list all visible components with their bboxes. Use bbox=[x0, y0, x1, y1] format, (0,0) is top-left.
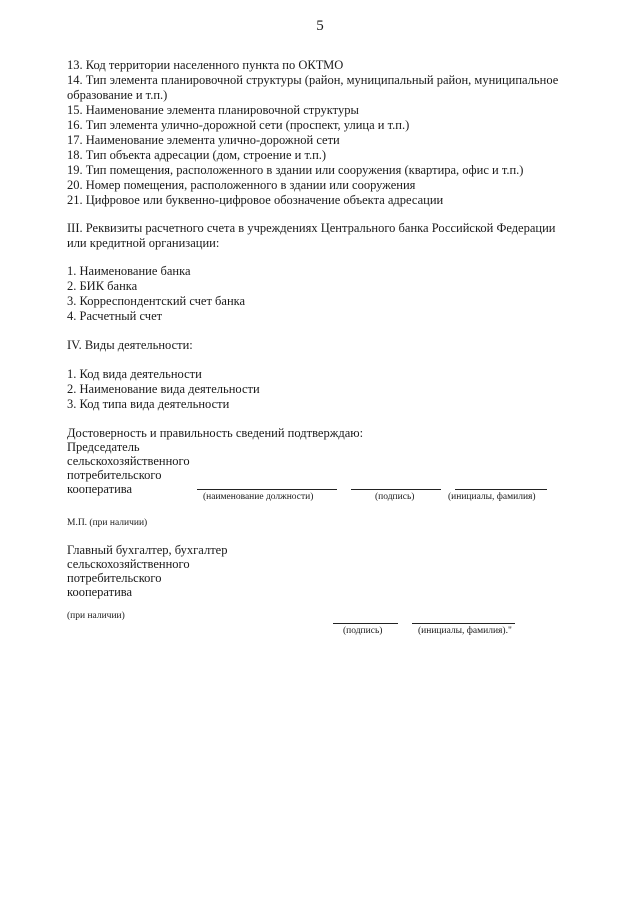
if-any-note: (при наличии) bbox=[67, 611, 125, 621]
signatory-title: сельскохозяйственного bbox=[67, 454, 190, 468]
list-item: 15. Наименование элемента планировочной структуры bbox=[67, 103, 359, 117]
signatory-title: потребительского bbox=[67, 468, 162, 482]
list-item: 1. Наименование банка bbox=[67, 264, 191, 278]
signatory-title: кооператива bbox=[67, 482, 133, 496]
caption-signature: (подпись) bbox=[375, 492, 415, 502]
page-number: 5 bbox=[316, 18, 324, 34]
signatory-title: Главный бухгалтер, бухгалтер bbox=[67, 543, 228, 557]
list-item: 2. БИК банка bbox=[67, 279, 138, 293]
caption-name: (инициалы, фамилия)." bbox=[418, 626, 512, 636]
section-heading: III. Реквизиты расчетного счета в учреждениях Центрального банка Российской Федерации bbox=[67, 221, 556, 235]
stamp-note: М.П. (при наличии) bbox=[67, 518, 148, 528]
caption-position: (наименование должности) bbox=[203, 492, 314, 502]
list-item: образование и т.п.) bbox=[67, 88, 168, 102]
position-line bbox=[197, 489, 337, 490]
list-item: 16. Тип элемента улично-дорожной сети (проспект, улица и т.п.) bbox=[67, 118, 410, 132]
signatory-title: сельскохозяйственного bbox=[67, 557, 190, 571]
list-item: 20. Номер помещения, расположенного в здании или сооружения bbox=[67, 178, 416, 192]
list-item: 1. Код вида деятельности bbox=[67, 367, 202, 381]
list-item: 17. Наименование элемента улично-дорожной сети bbox=[67, 133, 340, 147]
name-line bbox=[455, 489, 547, 490]
list-item: 21. Цифровое или буквенно-цифровое обозначение объекта адресации bbox=[67, 193, 444, 207]
list-item: 3. Код типа вида деятельности bbox=[67, 397, 230, 411]
caption-signature: (подпись) bbox=[343, 626, 383, 636]
signatory-title: потребительского bbox=[67, 571, 162, 585]
list-item: 14. Тип элемента планировочной структуры (район, муниципальный район, муниципальное bbox=[67, 73, 559, 87]
signatory-title: Председатель bbox=[67, 440, 140, 454]
signature-line bbox=[333, 623, 398, 624]
confirmation-statement: Достоверность и правильность сведений подтверждаю: bbox=[67, 426, 364, 440]
section-heading: IV. Виды деятельности: bbox=[67, 338, 193, 352]
caption-name: (инициалы, фамилия) bbox=[448, 492, 536, 502]
section-heading: или кредитной организации: bbox=[67, 236, 220, 250]
list-item: 4. Расчетный счет bbox=[67, 309, 163, 323]
list-item: 3. Корреспондентский счет банка bbox=[67, 294, 246, 308]
name-line bbox=[412, 623, 515, 624]
list-item: 13. Код территории населенного пункта по ОКТМО bbox=[67, 58, 344, 72]
signatory-title: кооператива bbox=[67, 585, 133, 599]
signature-line bbox=[351, 489, 441, 490]
list-item: 18. Тип объекта адресации (дом, строение и т.п.) bbox=[67, 148, 327, 162]
list-item: 2. Наименование вида деятельности bbox=[67, 382, 260, 396]
list-item: 19. Тип помещения, расположенного в здании или сооружения (квартира, офис и т.п.) bbox=[67, 163, 524, 177]
